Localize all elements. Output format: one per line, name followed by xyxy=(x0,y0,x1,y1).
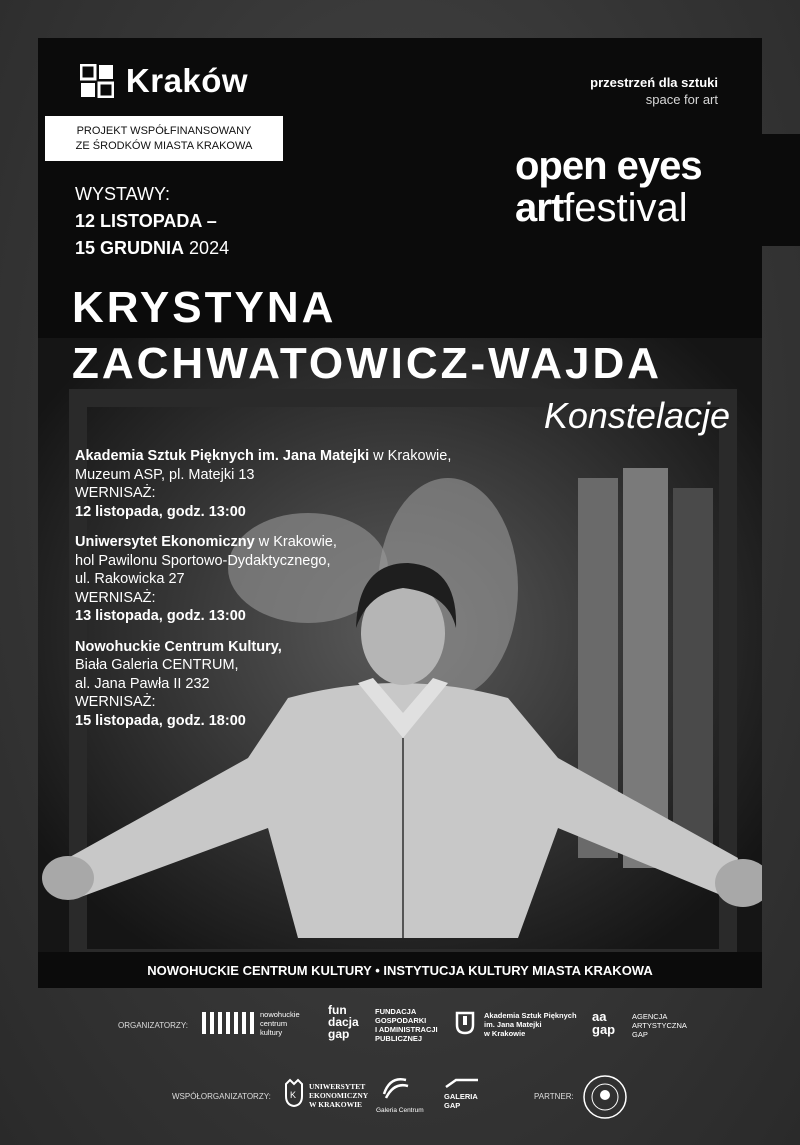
asp-shield-icon xyxy=(455,1011,475,1040)
agency-mark-2: gap xyxy=(592,1022,616,1037)
festival-line-1: open eyes xyxy=(515,144,702,188)
agency-text-3: GAP xyxy=(632,1030,648,1039)
cofinance-line-1: PROJEKT WSPÓŁFINANSOWANY xyxy=(76,125,252,137)
venue xyxy=(75,638,475,731)
galeria-centrum-text: Galeria Centrum xyxy=(376,1107,424,1114)
nck-logo-text xyxy=(260,1010,300,1037)
krakow-wordmark: Kraków xyxy=(125,61,249,99)
fundacja-mark-1: fun xyxy=(328,1003,347,1017)
festival-logo xyxy=(467,134,800,246)
venue-city: w Krakowie, xyxy=(369,448,452,464)
fundacja-mark-2: dacja xyxy=(328,1015,359,1029)
agency-text-1: AGENCJA xyxy=(632,1012,668,1021)
vernissage-label: WERNISAŻ: xyxy=(75,485,156,501)
exhibition-title: Konstelacje xyxy=(543,395,730,436)
festival-line-2 xyxy=(515,186,688,231)
stary-teatr-seal-icon xyxy=(582,1074,628,1125)
festival-art: art xyxy=(515,186,564,230)
venue-name: Uniwersytet Ekonomiczny xyxy=(75,534,255,550)
vernissage-label: WERNISAŻ: xyxy=(75,589,156,606)
krakow-logo-box xyxy=(45,45,283,116)
footer-strip: NOWOHUCKIE CENTRUM KULTURY • INSTYTUCJA KULTURY MIASTA KRAKOWA xyxy=(38,952,762,988)
nck-text-1: nowohuckie xyxy=(260,1010,300,1019)
ue-crest-icon xyxy=(283,1078,305,1113)
asp-text-2: im. Jana Matejki xyxy=(484,1020,542,1029)
nck-text-3: kultury xyxy=(260,1028,283,1037)
tagline xyxy=(590,74,718,108)
krakow-crest-icon xyxy=(80,64,114,98)
artist-first-name: KRYSTYNA xyxy=(72,283,337,332)
fundacja-gap-text xyxy=(375,1007,438,1043)
venue-name: Nowohuckie Centrum Kultury, xyxy=(75,638,282,655)
date-year: 2024 xyxy=(189,238,230,258)
venue-address: hol Pawilonu Sportowo-Dydaktycznego, xyxy=(75,552,331,569)
ue-logo-text xyxy=(309,1082,368,1109)
vernissage-date: 12 listopada, godz. 13:00 xyxy=(75,503,246,520)
ue-text-3: W KRAKOWIE xyxy=(309,1100,362,1109)
agency-text-2: ARTYSTYCZNA xyxy=(632,1021,687,1030)
exhibition-dates xyxy=(75,181,229,262)
venue-address: Biała Galeria CENTRUM, xyxy=(75,657,239,673)
venue-name: Akademia Sztuk Pięknych im. Jana Matejki xyxy=(75,448,370,464)
vernissage-date: 15 listopada, godz. 18:00 xyxy=(75,712,246,729)
agency-gap-text xyxy=(632,1012,687,1039)
nck-text-2: centrum xyxy=(260,1019,288,1028)
cofinance-note xyxy=(45,116,283,161)
date-from: 12 LISTOPADA – xyxy=(75,211,217,231)
galeria-centrum-icon xyxy=(380,1072,410,1107)
partner-label: PARTNER: xyxy=(534,1092,574,1101)
venues-list xyxy=(75,447,475,742)
galeria-gap-text-1: GALERIA xyxy=(444,1092,478,1101)
venue-address-2: al. Jana Pawła II 232 xyxy=(75,675,210,692)
fundacja-text-3: I ADMINISTRACJI xyxy=(375,1025,438,1034)
asp-text-1: Akademia Sztuk Pięknych xyxy=(484,1011,577,1020)
fundacja-text-4: PUBLICZNEJ xyxy=(375,1034,423,1043)
coorganizers-label: WSPÓŁORGANIZATORZY: xyxy=(172,1092,271,1101)
galeria-gap-text xyxy=(444,1092,478,1110)
fundacja-mark-3: gap xyxy=(328,1027,350,1041)
fundacja-gap-mark xyxy=(328,1004,359,1040)
ue-text-2: EKONOMICZNY xyxy=(309,1091,369,1100)
venue-address-2: ul. Rakowicka 27 xyxy=(75,571,185,587)
nck-logo-icon xyxy=(200,1008,256,1043)
agency-gap-mark xyxy=(592,1010,615,1036)
tagline-pl: przestrzeń dla sztuki xyxy=(590,75,718,90)
date-to: 15 GRUDNIA xyxy=(75,238,185,258)
asp-text-3: w Krakowie xyxy=(484,1029,526,1038)
dates-label: WYSTAWY: xyxy=(75,184,171,204)
organizers-label: ORGANIZATORZY: xyxy=(118,1021,188,1030)
festival-festival: festival xyxy=(563,186,688,230)
agency-mark-1: aa xyxy=(592,1009,607,1024)
ue-text-1: UNIWERSYTET xyxy=(309,1082,366,1091)
svg-text:K: K xyxy=(290,1090,297,1100)
cofinance-line-2: ZE ŚRODKÓW MIASTA KRAKOWA xyxy=(75,140,253,152)
fundacja-text-2: GOSPODARKI xyxy=(375,1016,427,1025)
venue-address: Muzeum ASP, pl. Matejki 13 xyxy=(75,466,255,483)
galeria-gap-text-2: GAP xyxy=(444,1101,461,1110)
artist-name xyxy=(72,280,662,392)
asp-logo-text xyxy=(484,1011,577,1038)
venue xyxy=(75,533,475,626)
vernissage-date: 13 listopada, godz. 13:00 xyxy=(75,608,246,624)
venue-city: w Krakowie, xyxy=(254,534,337,550)
tagline-en: space for art xyxy=(645,92,718,107)
venue xyxy=(75,447,475,521)
fundacja-text-1: FUNDACJA xyxy=(375,1007,417,1016)
artist-last-name: ZACHWATOWICZ-WAJDA xyxy=(72,339,663,388)
vernissage-label: WERNISAŻ: xyxy=(75,694,156,710)
